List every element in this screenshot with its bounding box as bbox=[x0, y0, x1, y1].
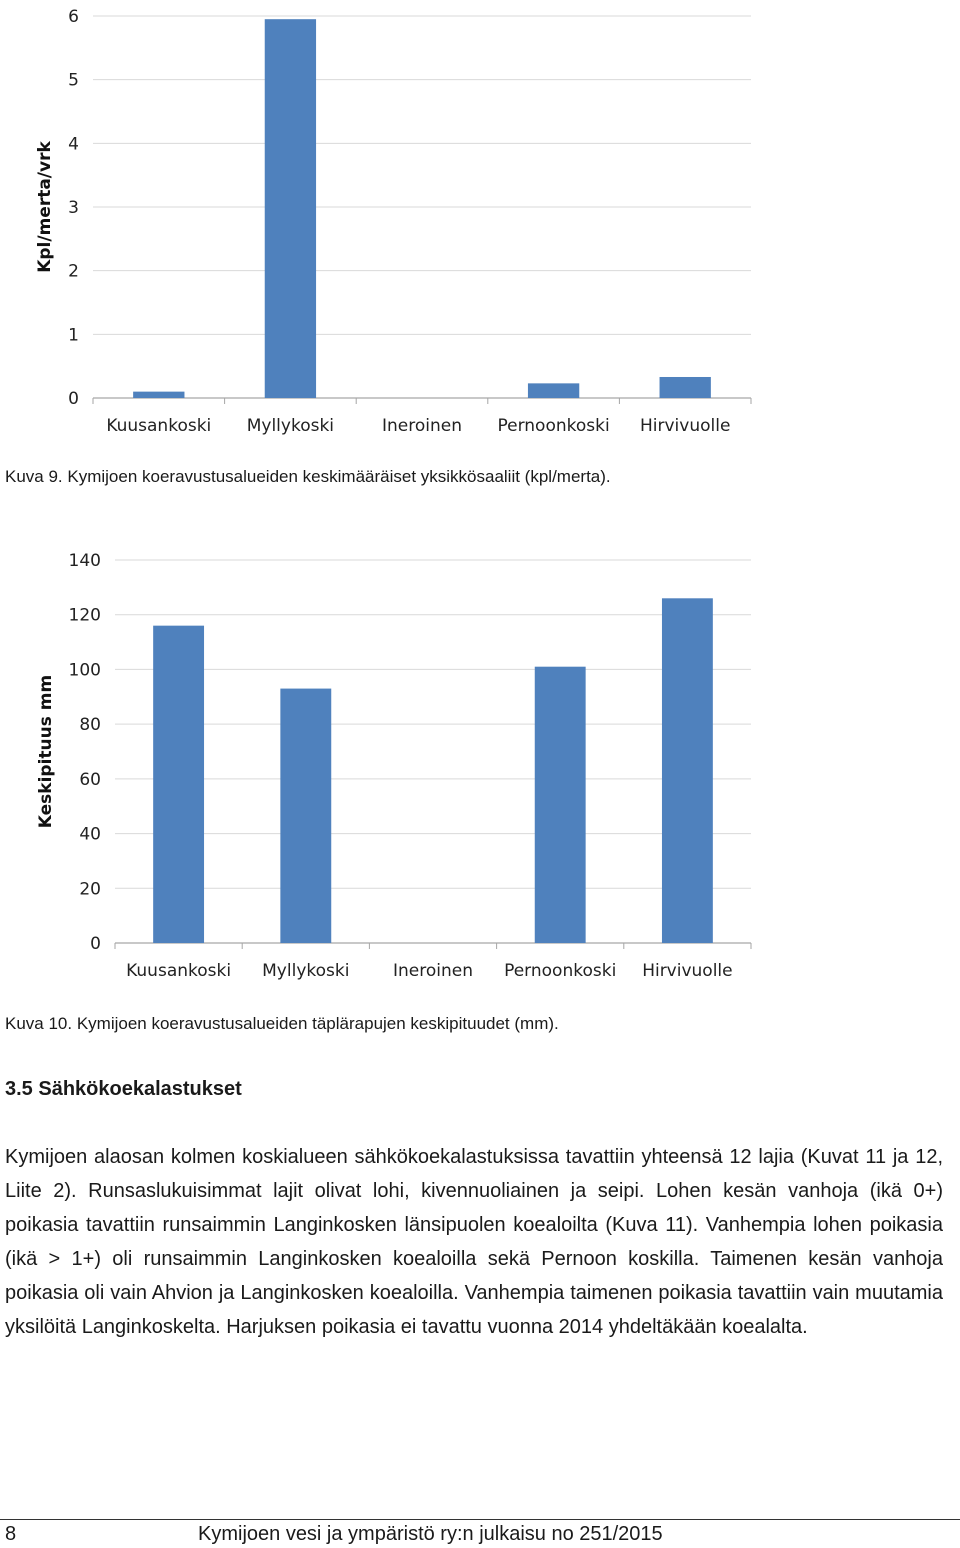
length-chart-y-tick-label: 120 bbox=[68, 605, 101, 626]
catch-chart-y-axis-title: Kpl/merta/vrk bbox=[35, 141, 55, 273]
catch-chart-bar-myllykoski bbox=[265, 19, 316, 398]
catch-chart-bar-hirvivuolle bbox=[660, 377, 711, 398]
section-heading: 3.5 Sähkökoekalastukset bbox=[5, 1078, 242, 1100]
publication-title: Kymijoen vesi ja ympäristö ry:n julkaisu no 251/2015 bbox=[198, 1523, 663, 1545]
length-chart-y-tick-label: 100 bbox=[68, 660, 101, 681]
length-chart-category-label: Hirvivuolle bbox=[642, 961, 733, 981]
length-chart-category-label: Pernoonkoski bbox=[504, 961, 617, 981]
mean-length-chart bbox=[0, 540, 780, 990]
catch-chart-y-tick-label: 3 bbox=[68, 198, 79, 218]
catch-chart-category-label: Kuusankoski bbox=[106, 416, 212, 436]
length-chart-category-label: Kuusankoski bbox=[126, 961, 232, 981]
catch-chart-y-tick-label: 0 bbox=[68, 389, 79, 409]
catch-chart-y-tick-label: 2 bbox=[68, 261, 79, 282]
length-chart-bar-kuusankoski bbox=[153, 626, 204, 943]
catch-chart-bar-pernoonkoski bbox=[528, 383, 579, 398]
figure-9-caption: Kuva 9. Kymijoen koeravustusalueiden keskimääräiset yksikkösaaliit (kpl/merta). bbox=[5, 467, 611, 486]
length-chart-y-tick-label: 0 bbox=[90, 934, 101, 954]
catch-chart-category-label: Ineroinen bbox=[382, 416, 462, 436]
length-chart-bar-myllykoski bbox=[280, 689, 331, 943]
mean-length-chart-svg bbox=[0, 540, 780, 990]
length-chart-y-axis-title: Keskipituus mm bbox=[36, 674, 56, 829]
length-chart-bar-pernoonkoski bbox=[535, 667, 586, 943]
catch-chart-category-label: Hirvivuolle bbox=[639, 416, 731, 436]
catch-chart-bar-kuusankoski bbox=[133, 392, 184, 398]
length-chart-bar-hirvivuolle bbox=[662, 598, 713, 943]
page-number: 8 bbox=[5, 1523, 17, 1545]
footer-divider bbox=[0, 1519, 960, 1520]
section-paragraph: Kymijoen alaosan kolmen koskialueen sähkökoekalastuksissa tavattiin yhteensä 12 lajia (Kuvat 11 ja 12, Liite 2). Runsaslukuisimmat lajit olivat lohi, kivennuoliainen ja seipi. Lohen kesän vanhoja (ikä 0+) poikasia tavattiin runsaimmin Langinkosken länsipuolen koealoilta (Kuva 11). Vanhempia lohen poikasia (ikä > 1+) oli runsaimmin Langinkosken koealoilla sekä Pernoon koskilla. Taimenen kesän vanhoja poikasia oli vain Ahvion ja Langinkosken koealoilla. Vanhempia taimenen poikasia tavattiin vain muutamia yksilöitä Langinkoskelta. Harjuksen poikasia ei tavattu vuonna 2014 yhdeltäkään koealalta. bbox=[5, 1146, 943, 1338]
catch-chart-y-tick-label: 5 bbox=[68, 70, 79, 91]
catch-chart-y-tick-label: 6 bbox=[68, 7, 79, 27]
length-chart-y-tick-label: 140 bbox=[68, 551, 101, 571]
length-chart-y-tick-label: 60 bbox=[79, 769, 101, 790]
catch-chart-y-tick-label: 4 bbox=[68, 134, 79, 155]
length-chart-category-label: Ineroinen bbox=[393, 961, 473, 981]
length-chart-category-label: Myllykoski bbox=[262, 961, 350, 981]
catch-chart-category-label: Myllykoski bbox=[246, 416, 335, 436]
length-chart-y-tick-label: 40 bbox=[79, 824, 101, 845]
catch-per-trap-chart-svg bbox=[0, 0, 780, 450]
catch-chart-y-tick-label: 1 bbox=[68, 325, 79, 346]
length-chart-y-tick-label: 20 bbox=[79, 879, 101, 900]
figure-10-caption: Kuva 10. Kymijoen koeravustusalueiden täplärapujen keskipituudet (mm). bbox=[5, 1014, 559, 1033]
catch-per-trap-chart bbox=[0, 0, 780, 450]
catch-chart-category-label: Pernoonkoski bbox=[497, 416, 610, 436]
length-chart-y-tick-label: 80 bbox=[79, 715, 101, 736]
